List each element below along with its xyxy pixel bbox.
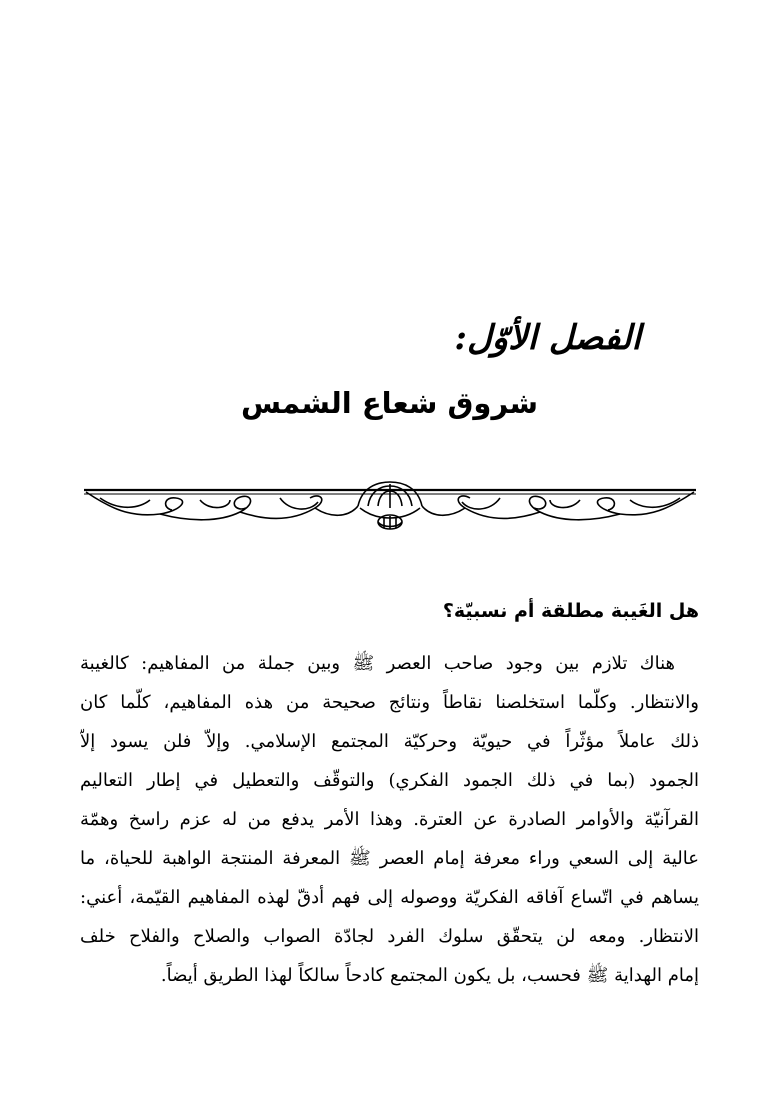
chapter-title: شروق شعاع الشمس (240, 386, 539, 420)
paragraph-line: والانتظار. وكلّما استخلصنا نقاطاً ونتائج صحيحة من هذه المفاهيم، كلّما كان (80, 692, 699, 713)
chapter-label: الفصل الأوّل: (454, 318, 641, 358)
paragraph-line: القرآنيّة والأوامر الصادرة عن العترة. وهذا الأمر يدفع من له عزم راسخ وهمّة (80, 809, 699, 830)
section-heading: هل الغَيبة مطلقة أم نسبيّة؟ (442, 600, 699, 622)
paragraph-line: إمام الهداية ﷺ فحسب، بل يكون المجتمع كادحاً سالكاً لهذا الطريق أيضاً. (160, 965, 699, 986)
paragraph-line: هناك تلازم بين وجود صاحب العصر ﷺ وبين جملة من المفاهيم: كالغيبة (80, 653, 675, 674)
paragraph-line: الانتظار. ومعه لن يتحقّق سلوك الفرد لجادّة الصواب والصلاح والفلاح خلف (80, 926, 699, 947)
paragraph-line: عالية إلى السعي وراء معرفة إمام العصر ﷺ المعرفة المنتجة الواهبة للحياة، ما (80, 848, 699, 869)
paragraph-line: يساهم في اتّساع آفاقه الفكريّة ووصوله إلى فهم أدقّ لهذه المفاهيم القيّمة، أعني: (80, 887, 699, 908)
floral-divider-icon (80, 478, 700, 538)
paragraph-line: الجمود (بما في ذلك الجمود الفكري) والتوقّف والتعطيل في إطار التعاليم (80, 770, 699, 791)
body-paragraph (80, 644, 699, 995)
paragraph-line: ذلك عاملاً مؤثّراً في حيويّة وحركيّة المجتمع الإسلامي. وإلاّ فلن يسود إلاّ (80, 731, 699, 752)
